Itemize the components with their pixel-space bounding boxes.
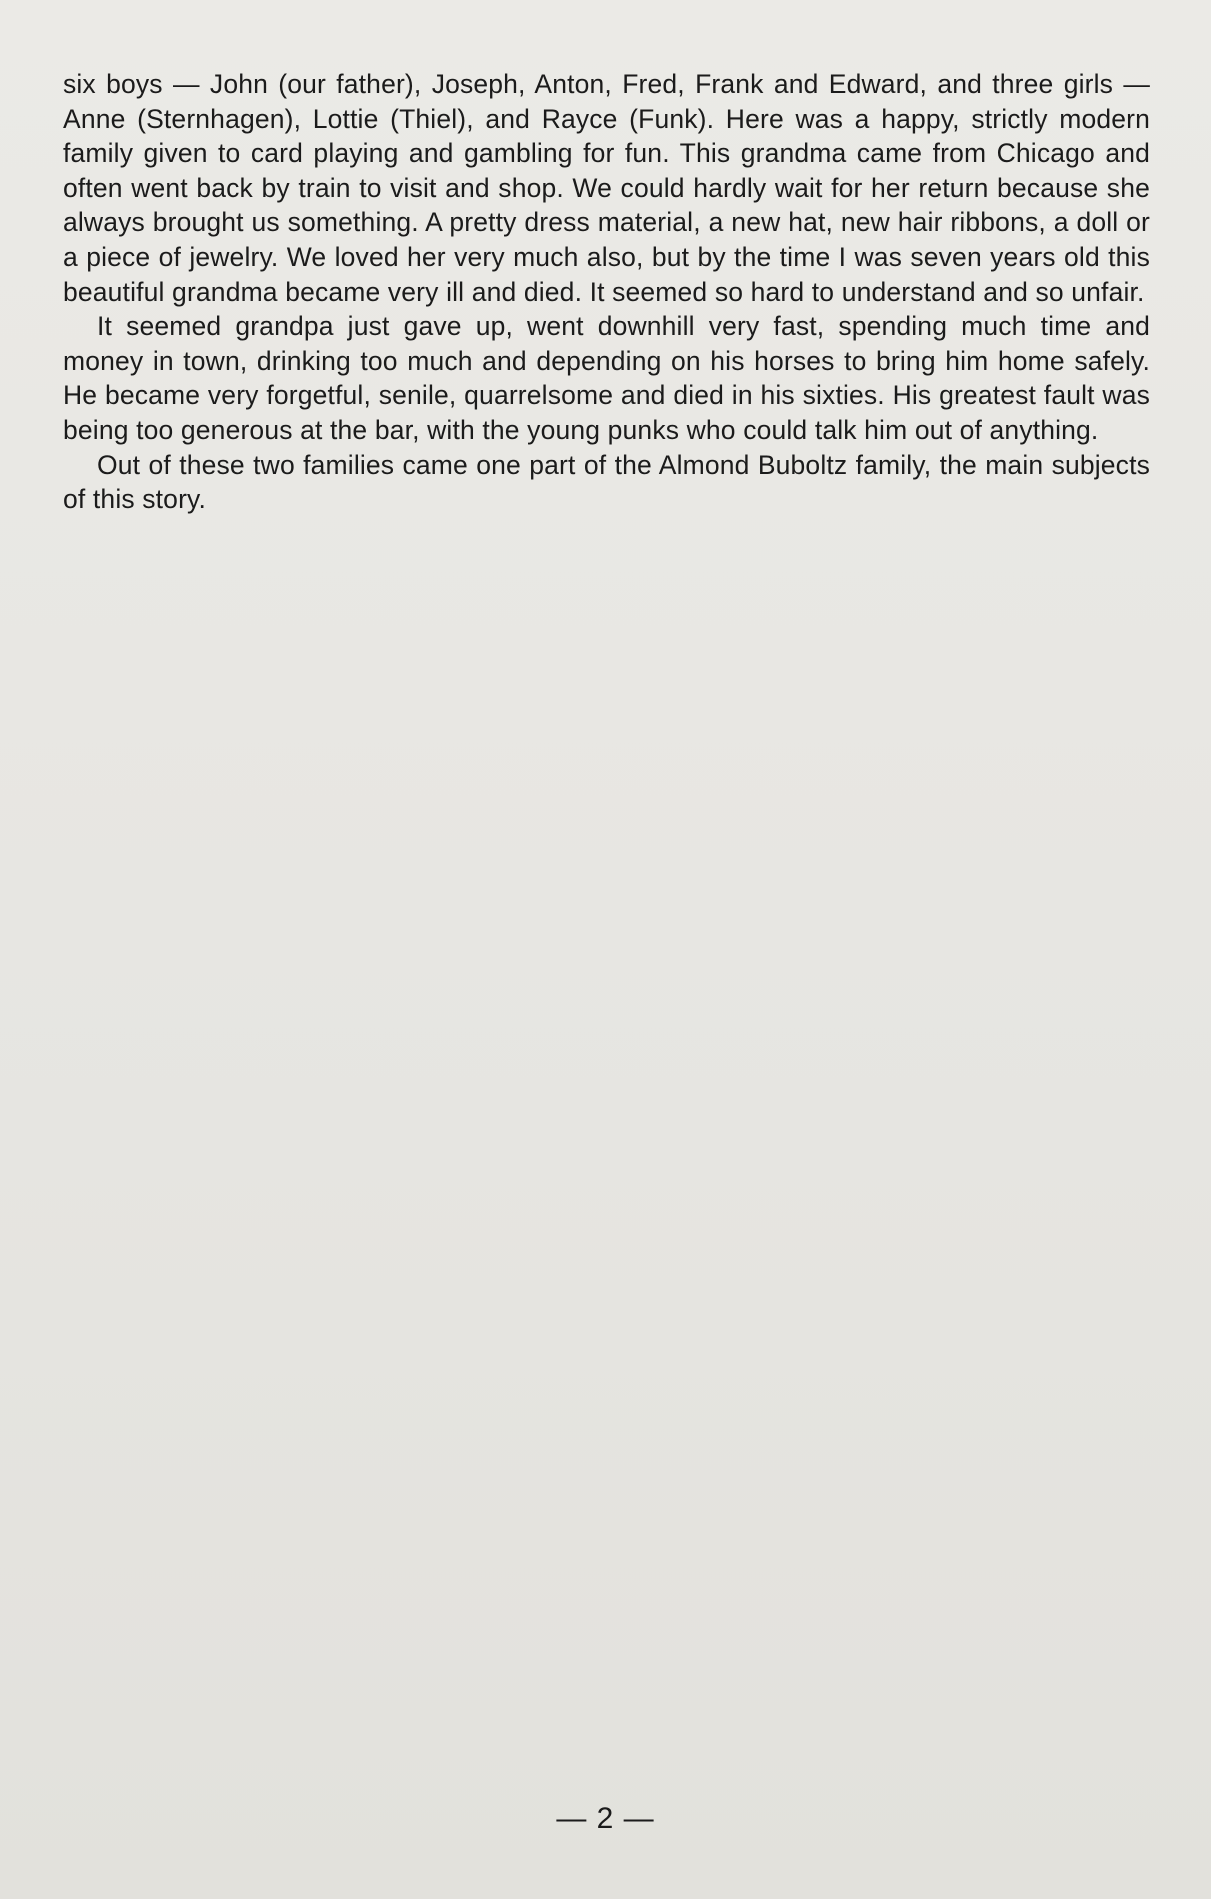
page-number: — 2 — (556, 1802, 655, 1835)
paragraph-3: Out of these two families came one part of the Almond Buboltz family, the main subjects of this story. (63, 449, 1150, 515)
paragraph-2: It seemed grandpa just gave up, went downhill very fast, spending much time and money in town, drinking too much and depending on his horses to bring him home safely. He became very forgetful, senile, quarrelsome and died in his sixties. His greatest fault was being too generous at the bar, with the young punks who could talk him out of anything. (63, 311, 1150, 445)
body-text (63, 67, 1150, 517)
paragraph-1: six boys — John (our father), Joseph, Anton, Fred, Frank and Edward, and three girls — Anne (Sternhagen), Lottie (Thiel), and Rayce (Funk). Here was a happy, strictly modern family given to card playing and gambling for fun. This grandma came from Chicago and often went back by train to visit and shop. We could hardly wait for her return because she always brought us something. A pretty dress material, a new hat, new hair ribbons, a doll or a piece of jewelry. We loved her very much also, but by the time I was seven years old this beautiful grandma became very ill and died. It seemed so hard to understand and so unfair. (63, 69, 1150, 307)
